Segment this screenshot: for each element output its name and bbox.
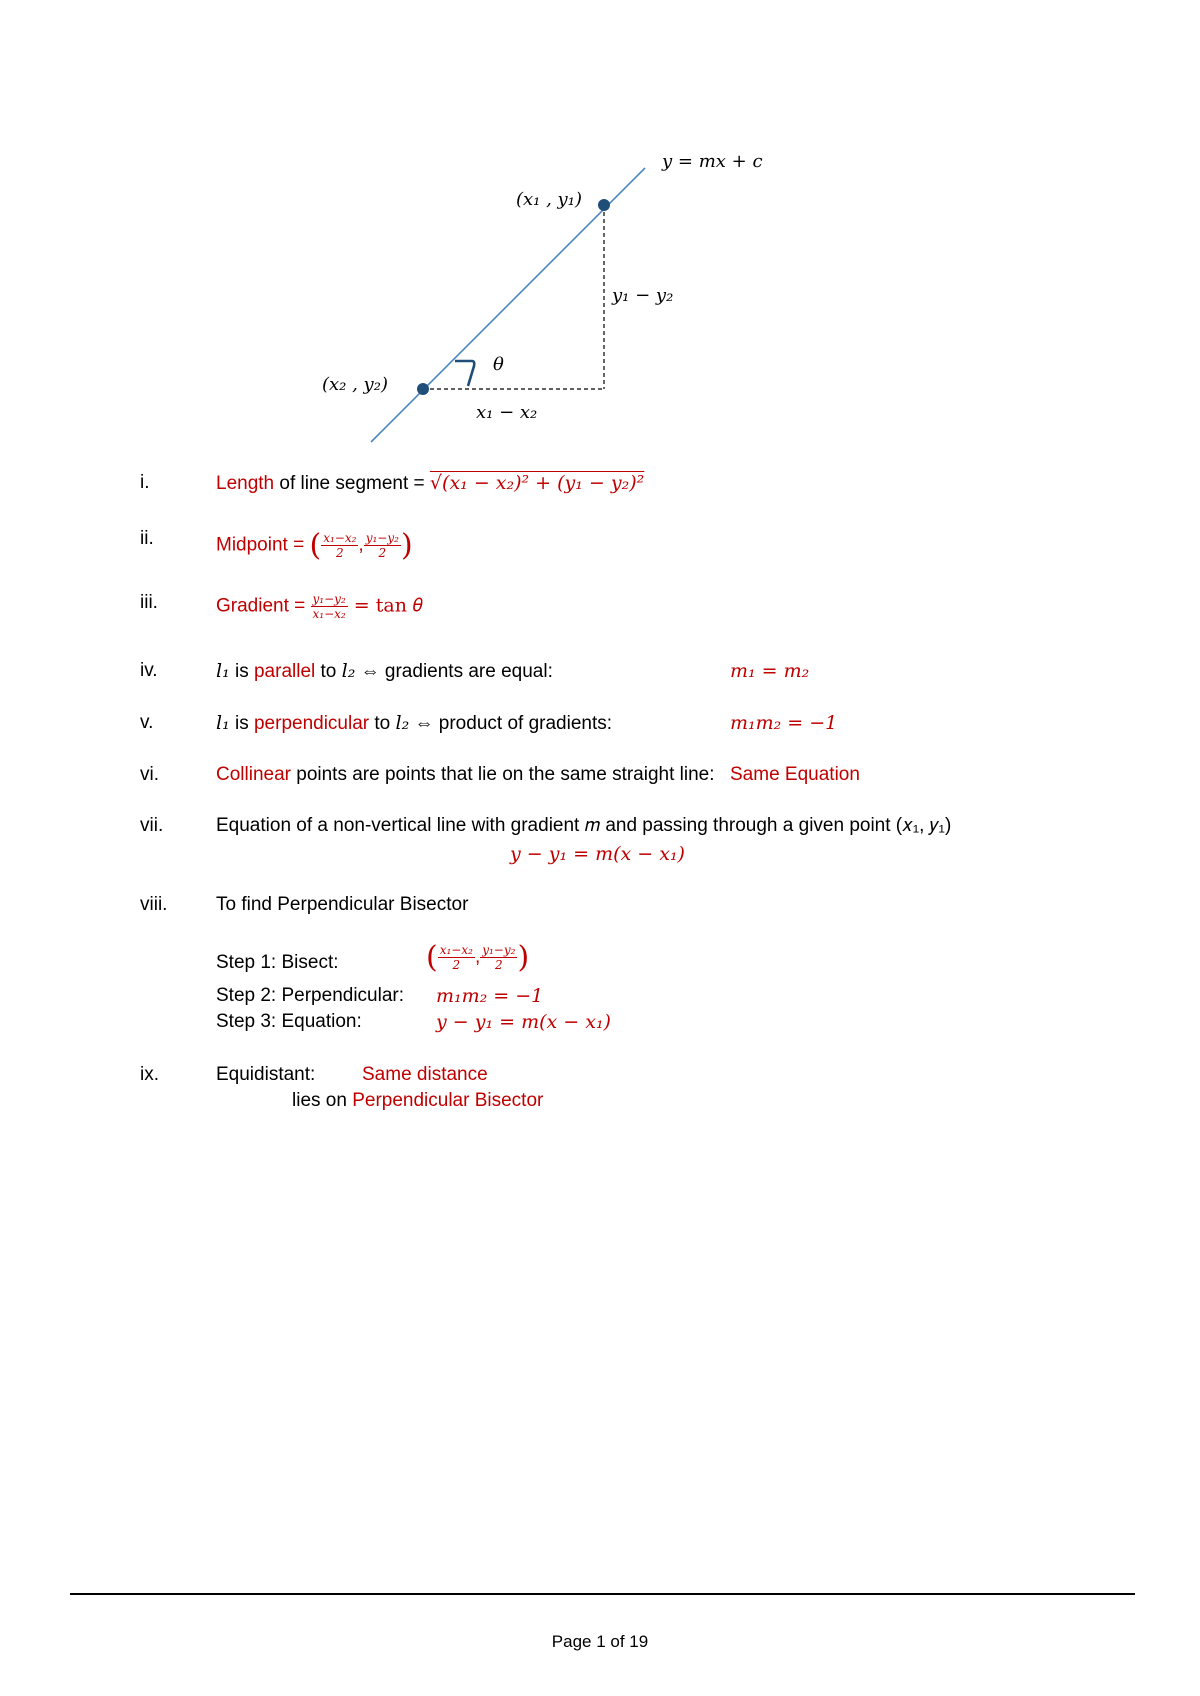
item-number: iv.	[140, 660, 158, 681]
item-number: vi.	[140, 764, 159, 785]
point-gradient-formula: 𝑦 − 𝑦₁ = 𝑚(𝑥 − 𝑥₁)	[510, 843, 685, 865]
item-text: to	[315, 661, 342, 682]
comma: ,	[358, 534, 364, 556]
item-number: viii.	[140, 894, 168, 915]
open-paren: (	[426, 940, 438, 975]
term-gradient: Gradient	[216, 595, 289, 617]
item-number: ii.	[140, 528, 154, 549]
step-1-value	[426, 940, 529, 975]
term-collinear: Collinear	[216, 764, 291, 785]
item-number: i.	[140, 472, 150, 493]
perpendicular-condition: 𝑚₁𝑚₂ = −1	[730, 712, 838, 734]
equidistant-label: Equidistant:	[216, 1064, 316, 1085]
point-2-label: (𝑥₂ , 𝑦₂)	[322, 374, 388, 395]
bisect-x-fraction: $\frac{\text{𝑥₁−𝑥₂}}{2}$	[439, 943, 473, 972]
line-l2: 𝑙₂	[395, 712, 410, 734]
item-text: Equation of a non-vertical line with gradient 𝑚 and passing through a given point (𝑥₁, 𝑦₁)	[216, 815, 952, 836]
line-l1: 𝑙₁	[216, 712, 230, 734]
item-text: ⇔ product of gradients:	[409, 713, 613, 734]
item-text: =	[287, 534, 310, 556]
midpoint-y-fraction: $\frac{\text{𝑦₁−𝑦₂}}{2}$	[365, 531, 399, 560]
item-text: is	[229, 661, 254, 682]
midpoint-x-fraction: $\frac{\text{𝑥₁−𝑥₂}}{2}$	[323, 531, 357, 560]
item-text: of line segment =	[274, 473, 430, 494]
item-number: ix.	[140, 1064, 159, 1085]
term-perpendicular: perpendicular	[253, 713, 370, 734]
item-text: ⇔ gradients are equal:	[355, 661, 553, 682]
gradient-diagram	[0, 0, 1200, 460]
angle-label: 𝜃	[493, 354, 504, 375]
line-l1: 𝑙₁	[216, 660, 230, 682]
bisect-y-fraction: $\frac{\text{𝑦₁−𝑦₂}}{2}$	[482, 943, 516, 972]
close-paren: )	[517, 940, 530, 975]
step-label: Step 2: Perpendicular:	[216, 985, 405, 1006]
term-perpendicular-bisector: Perpendicular Bisector	[352, 1090, 544, 1111]
step-label: Step 3: Equation:	[216, 1011, 362, 1032]
item-text: lies on	[292, 1090, 353, 1111]
gradient-fraction: $\frac{\text{𝑦₁−𝑦₂}}{\text{𝑥₁−𝑥₂}}$	[312, 592, 346, 621]
term-length: Length	[216, 473, 275, 494]
length-formula: √(𝑥₁ − 𝑥₂)² + (𝑦₁ − 𝑦₂)²	[429, 472, 645, 494]
step-2-value: 𝑚₁𝑚₂ = −1	[436, 985, 544, 1007]
vertical-difference-label: 𝑦₁ − 𝑦₂	[612, 285, 674, 306]
collinear-condition: Same Equation	[730, 764, 860, 785]
item-text: is	[229, 713, 254, 734]
term-parallel: parallel	[253, 661, 316, 682]
page-number: Page 1 of 19	[551, 1632, 649, 1651]
item-text: points are points that lie on the same straight line:	[290, 764, 715, 785]
comma: ,	[474, 946, 481, 968]
item-text: to	[369, 713, 396, 734]
item-text: =	[288, 595, 311, 617]
item-number: v.	[140, 712, 154, 733]
point-1-dot	[598, 199, 610, 211]
equidistant-meaning: Same distance	[362, 1064, 488, 1085]
open-paren: (	[309, 528, 322, 563]
angle-arc	[455, 361, 474, 386]
tan-theta: = tan 𝜃	[347, 594, 423, 617]
line-l2: 𝑙₂	[341, 660, 356, 682]
step-label: Step 1: Bisect:	[216, 952, 339, 973]
item-number: iii.	[140, 592, 158, 613]
line-equation-label: 𝑦 = 𝑚𝑥 + 𝑐	[662, 151, 763, 172]
point-2-dot	[417, 383, 429, 395]
term-midpoint: Midpoint	[216, 534, 288, 556]
item-number: vii.	[140, 815, 164, 836]
close-paren: )	[400, 528, 413, 563]
parallel-condition: 𝑚₁ = 𝑚₂	[730, 660, 810, 682]
step-3-value: 𝑦 − 𝑦₁ = 𝑚(𝑥 − 𝑥₁)	[436, 1011, 611, 1033]
horizontal-difference-label: 𝑥₁ − 𝑥₂	[476, 402, 538, 423]
point-1-label: (𝑥₁ , 𝑦₁)	[516, 189, 582, 210]
item-text: To find Perpendicular Bisector	[216, 894, 469, 915]
footer-divider	[70, 1593, 1135, 1595]
